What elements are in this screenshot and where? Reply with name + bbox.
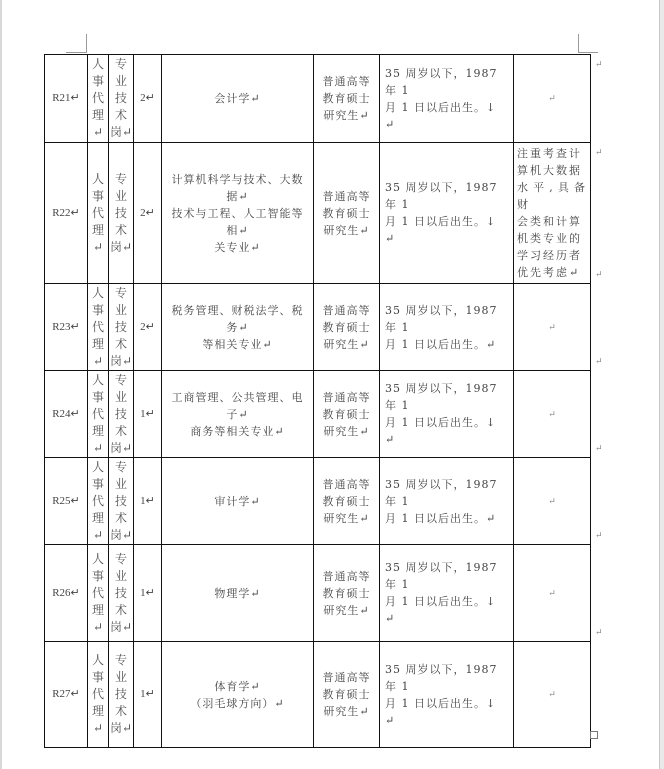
major-line: 商务等相关专业↵ — [190, 424, 285, 438]
education-line: 教育硕士 — [322, 206, 371, 220]
cell-education[interactable] — [314, 284, 380, 371]
char: 岗↵ — [109, 440, 133, 455]
vertical-text — [109, 652, 133, 737]
cell-management-type[interactable] — [88, 143, 109, 284]
char: 人 — [91, 653, 104, 667]
note-line: 注重考查计 — [517, 147, 582, 160]
cell-post-type[interactable] — [109, 642, 134, 748]
age-line: 月 1 日以后出生。↵ — [385, 511, 497, 525]
char: 人 — [91, 372, 104, 387]
cell-age-requirement[interactable] — [380, 642, 514, 748]
cell-education[interactable] — [314, 55, 380, 143]
major-line: （羽毛球方向）↵ — [190, 696, 285, 710]
char: 岗↵ — [109, 721, 133, 735]
char: 技 — [114, 585, 127, 600]
char: 岗↵ — [109, 353, 133, 368]
char: 事 — [91, 188, 104, 203]
major-line: 计算机科学与技术、大数据↵ — [171, 172, 304, 203]
cell-note[interactable] — [514, 371, 591, 458]
char: 业 — [114, 476, 127, 491]
char: 人 — [91, 171, 104, 186]
cell-headcount[interactable]: 1↵ — [134, 642, 162, 748]
cell-management-type[interactable] — [88, 458, 109, 545]
char: 专 — [114, 653, 127, 667]
char: 岗↵ — [109, 527, 133, 542]
cell-post-id[interactable]: R26↵ — [45, 545, 88, 642]
major-line: 等相关专业↵ — [202, 337, 273, 351]
major-line: 工商管理、公共管理、电子↵ — [171, 390, 304, 421]
char: 业 — [114, 568, 127, 583]
cell-note[interactable] — [514, 284, 591, 371]
char: 业 — [114, 302, 127, 317]
vertical-text — [88, 171, 108, 256]
education-line: 普通高等 — [322, 569, 371, 583]
cell-management-type[interactable] — [88, 545, 109, 642]
cell-headcount[interactable]: 2↵ — [134, 143, 162, 284]
cell-headcount[interactable]: 1↵ — [134, 371, 162, 458]
cell-major[interactable] — [162, 642, 314, 748]
char: 技 — [114, 493, 127, 508]
char: 事 — [91, 74, 104, 88]
recruitment-table — [44, 54, 591, 748]
vertical-text — [88, 372, 108, 457]
cell-management-type[interactable] — [88, 371, 109, 458]
crop-mark-top-left-v — [86, 34, 87, 53]
education-line: 研究生↵ — [323, 705, 370, 718]
table-row — [45, 545, 591, 642]
char: 人 — [91, 57, 104, 71]
age-line: 月 1 日以后出生。↵ — [385, 337, 497, 351]
char: 技 — [114, 319, 127, 334]
vertical-text — [109, 459, 133, 544]
age-line: 月 1 日以后出生。↓ — [385, 696, 497, 710]
char: 事 — [91, 476, 104, 491]
education-line: 普通高等 — [322, 390, 371, 404]
cell-major[interactable] — [162, 55, 314, 143]
end-of-row-mark: ↵ — [595, 531, 603, 541]
end-of-row-mark: ↵ — [595, 444, 603, 454]
age-line: 35 周岁以下，1987 年 1 — [385, 662, 498, 693]
note-line: 算机大数据 — [517, 164, 582, 177]
cell-post-type[interactable] — [109, 143, 134, 284]
cell-headcount[interactable]: 1↵ — [134, 458, 162, 545]
note-line: 水平,具备财 — [517, 181, 587, 211]
char: 专 — [114, 171, 127, 186]
cell-post-type[interactable] — [109, 371, 134, 458]
education-line: 教育硕士 — [322, 494, 371, 508]
char: 代 — [91, 319, 104, 334]
note-line: 机类专业的 — [517, 232, 582, 245]
crop-mark-top-left-h — [66, 52, 86, 53]
age-line: 35 周岁以下，1987 年 1 — [385, 303, 498, 334]
cell-post-id[interactable]: R27↵ — [45, 642, 88, 748]
age-line: 35 周岁以下，1987 年 1 — [385, 181, 498, 211]
end-of-row-mark: ↵ — [595, 270, 603, 280]
cell-major[interactable] — [162, 143, 314, 284]
age-line: 月 1 日以后出生。↓ — [385, 215, 497, 228]
cell-headcount[interactable]: 2↵ — [134, 55, 162, 143]
char: 代 — [91, 406, 104, 421]
vertical-text — [88, 652, 108, 737]
age-line: ↵ — [385, 713, 396, 727]
vertical-text — [88, 285, 108, 370]
education-line: 教育硕士 — [322, 688, 371, 701]
education-line: 普通高等 — [322, 189, 371, 203]
age-line: 35 周岁以下，1987 年 1 — [385, 561, 498, 591]
cell-headcount[interactable]: 2↵ — [134, 284, 162, 371]
char: 专 — [114, 57, 127, 71]
vertical-text — [109, 285, 133, 370]
table-resize-handle[interactable] — [590, 731, 598, 739]
education-line: 研究生↵ — [323, 109, 370, 122]
cell-education[interactable] — [314, 143, 380, 284]
note-line: 学习经历者 — [517, 249, 582, 262]
char: 事 — [91, 389, 104, 404]
char: 专 — [114, 551, 127, 566]
char: 术 — [114, 704, 127, 718]
cell-age-requirement[interactable] — [380, 55, 514, 143]
char: 岗↵ — [109, 619, 133, 634]
char: 理↵ — [91, 336, 104, 368]
cell-post-id[interactable]: R23↵ — [45, 284, 88, 371]
table-row — [45, 55, 591, 143]
vertical-text — [88, 551, 108, 636]
age-line: 月 1 日以后出生。↓ — [385, 100, 497, 114]
char: 理↵ — [91, 108, 104, 139]
education-line: 教育硕士 — [322, 586, 371, 600]
char: 理↵ — [91, 222, 104, 254]
education-line: 研究生↵ — [323, 424, 370, 438]
education-line: 研究生↵ — [323, 337, 370, 351]
education-line: 教育硕士 — [322, 92, 371, 105]
char: 业 — [114, 74, 127, 88]
cell-age-requirement[interactable] — [380, 458, 514, 545]
cell-post-type[interactable] — [109, 458, 134, 545]
cell-management-type[interactable] — [88, 284, 109, 371]
table-row — [45, 284, 591, 371]
char: 事 — [91, 568, 104, 583]
table-row — [45, 371, 591, 458]
cell-note[interactable] — [514, 545, 591, 642]
age-line: 月 1 日以后出生。↓ — [385, 595, 497, 608]
cell-major[interactable] — [162, 371, 314, 458]
cell-education[interactable] — [314, 371, 380, 458]
empty-paragraph-mark: ↵ — [548, 690, 556, 700]
cell-post-id[interactable]: R24↵ — [45, 371, 88, 458]
char: 岗↵ — [109, 239, 133, 254]
cell-post-id[interactable]: R21↵ — [45, 55, 88, 143]
char: 术 — [114, 108, 127, 122]
education-line: 教育硕士 — [322, 320, 371, 334]
cell-note[interactable] — [514, 143, 591, 284]
major-line: 技术与工程、人工智能等相↵ — [171, 206, 304, 237]
table-row — [45, 143, 591, 284]
cell-major[interactable] — [162, 284, 314, 371]
char: 专 — [114, 372, 127, 387]
cell-education[interactable] — [314, 545, 380, 642]
cell-note[interactable] — [514, 458, 591, 545]
major-line: 体育学↵ — [214, 679, 261, 693]
education-line: 教育硕士 — [322, 407, 371, 421]
education-line: 普通高等 — [322, 75, 371, 88]
age-line: 35 周岁以下，1987 年 1 — [385, 66, 498, 97]
empty-paragraph-mark: ↵ — [548, 588, 556, 599]
char: 理↵ — [91, 704, 104, 735]
cell-post-type[interactable] — [109, 545, 134, 642]
major-line: 关专业↵ — [214, 240, 261, 254]
cell-management-type[interactable] — [88, 55, 109, 143]
cell-post-type[interactable] — [109, 55, 134, 143]
char: 技 — [114, 205, 127, 220]
char: 代 — [91, 205, 104, 220]
char: 术 — [114, 423, 127, 438]
char: 技 — [114, 687, 127, 701]
char: 人 — [91, 285, 104, 300]
char: 专 — [114, 459, 127, 474]
vertical-text — [88, 459, 108, 544]
char: 专 — [114, 285, 127, 300]
char: 术 — [114, 510, 127, 525]
age-line: ↵ — [385, 232, 396, 245]
empty-paragraph-mark: ↵ — [548, 496, 556, 507]
page-left-edge — [0, 0, 2, 769]
char: 人 — [91, 459, 104, 474]
cell-age-requirement[interactable] — [380, 284, 514, 371]
char: 业 — [114, 670, 127, 684]
char: 代 — [91, 687, 104, 701]
vertical-text — [109, 171, 133, 256]
cell-age-requirement[interactable] — [380, 545, 514, 642]
note-line: 会类和计算 — [517, 215, 582, 228]
age-line: 月 1 日以后出生。↓ — [385, 416, 497, 429]
table-row — [45, 642, 591, 748]
vertical-text — [109, 56, 133, 141]
cell-major[interactable] — [162, 545, 314, 642]
char: 技 — [114, 91, 127, 105]
cell-headcount[interactable]: 1↵ — [134, 545, 162, 642]
cell-major[interactable] — [162, 458, 314, 545]
crop-mark-top-right-h — [578, 52, 598, 53]
char: 岗↵ — [109, 125, 133, 139]
char: 事 — [91, 302, 104, 317]
cell-post-id[interactable]: R22↵ — [45, 143, 88, 284]
char: 术 — [114, 222, 127, 237]
vertical-text — [88, 56, 108, 141]
end-of-row-mark: ↵ — [595, 628, 603, 638]
char: 业 — [114, 389, 127, 404]
cell-note[interactable] — [514, 642, 591, 748]
char: 术 — [114, 336, 127, 351]
education-line: 研究生↵ — [323, 511, 370, 525]
cell-note[interactable] — [514, 55, 591, 143]
note-line: 优先考虑↵ — [517, 266, 581, 279]
cell-management-type[interactable] — [88, 642, 109, 748]
cell-age-requirement[interactable] — [380, 371, 514, 458]
education-line: 普通高等 — [322, 477, 371, 491]
cell-post-id[interactable]: R25↵ — [45, 458, 88, 545]
education-line: 普通高等 — [322, 303, 371, 317]
char: 代 — [91, 91, 104, 105]
age-line: 35 周岁以下，1987 年 1 — [385, 477, 498, 508]
char: 代 — [91, 585, 104, 600]
major-line: 会计学↵ — [214, 92, 261, 105]
char: 理↵ — [91, 510, 104, 542]
char: 理↵ — [91, 602, 104, 634]
end-of-row-mark: ↵ — [595, 60, 603, 70]
end-of-row-mark: ↵ — [595, 357, 603, 367]
education-line: 研究生↵ — [323, 603, 370, 617]
age-line: 35 周岁以下，1987 年 1 — [385, 382, 498, 412]
char: 人 — [91, 551, 104, 566]
vertical-text — [109, 372, 133, 457]
empty-paragraph-mark: ↵ — [548, 409, 556, 420]
major-line: 审计学↵ — [214, 494, 261, 508]
crop-mark-top-right-v — [578, 34, 579, 53]
vertical-text — [109, 551, 133, 636]
major-line: 税务管理、财税法学、税务↵ — [171, 303, 304, 334]
education-line: 普通高等 — [322, 671, 371, 684]
char: 业 — [114, 188, 127, 203]
empty-paragraph-mark: ↵ — [548, 322, 556, 333]
major-line: 物理学↵ — [214, 586, 261, 600]
cell-age-requirement[interactable] — [380, 143, 514, 284]
education-line: 研究生↵ — [323, 223, 370, 237]
age-line: ↵ — [385, 117, 396, 131]
age-line: ↵ — [385, 433, 396, 446]
cell-post-type[interactable] — [109, 284, 134, 371]
char: 术 — [114, 602, 127, 617]
table-row — [45, 458, 591, 545]
char: 事 — [91, 670, 104, 684]
char: 理↵ — [91, 423, 104, 455]
cell-education[interactable] — [314, 458, 380, 545]
cell-education[interactable] — [314, 642, 380, 748]
end-of-row-mark: ↵ — [595, 148, 603, 158]
empty-paragraph-mark: ↵ — [548, 94, 556, 104]
age-line: ↵ — [385, 612, 396, 625]
char: 技 — [114, 406, 127, 421]
char: 代 — [91, 493, 104, 508]
page-right-edge — [659, 0, 664, 769]
